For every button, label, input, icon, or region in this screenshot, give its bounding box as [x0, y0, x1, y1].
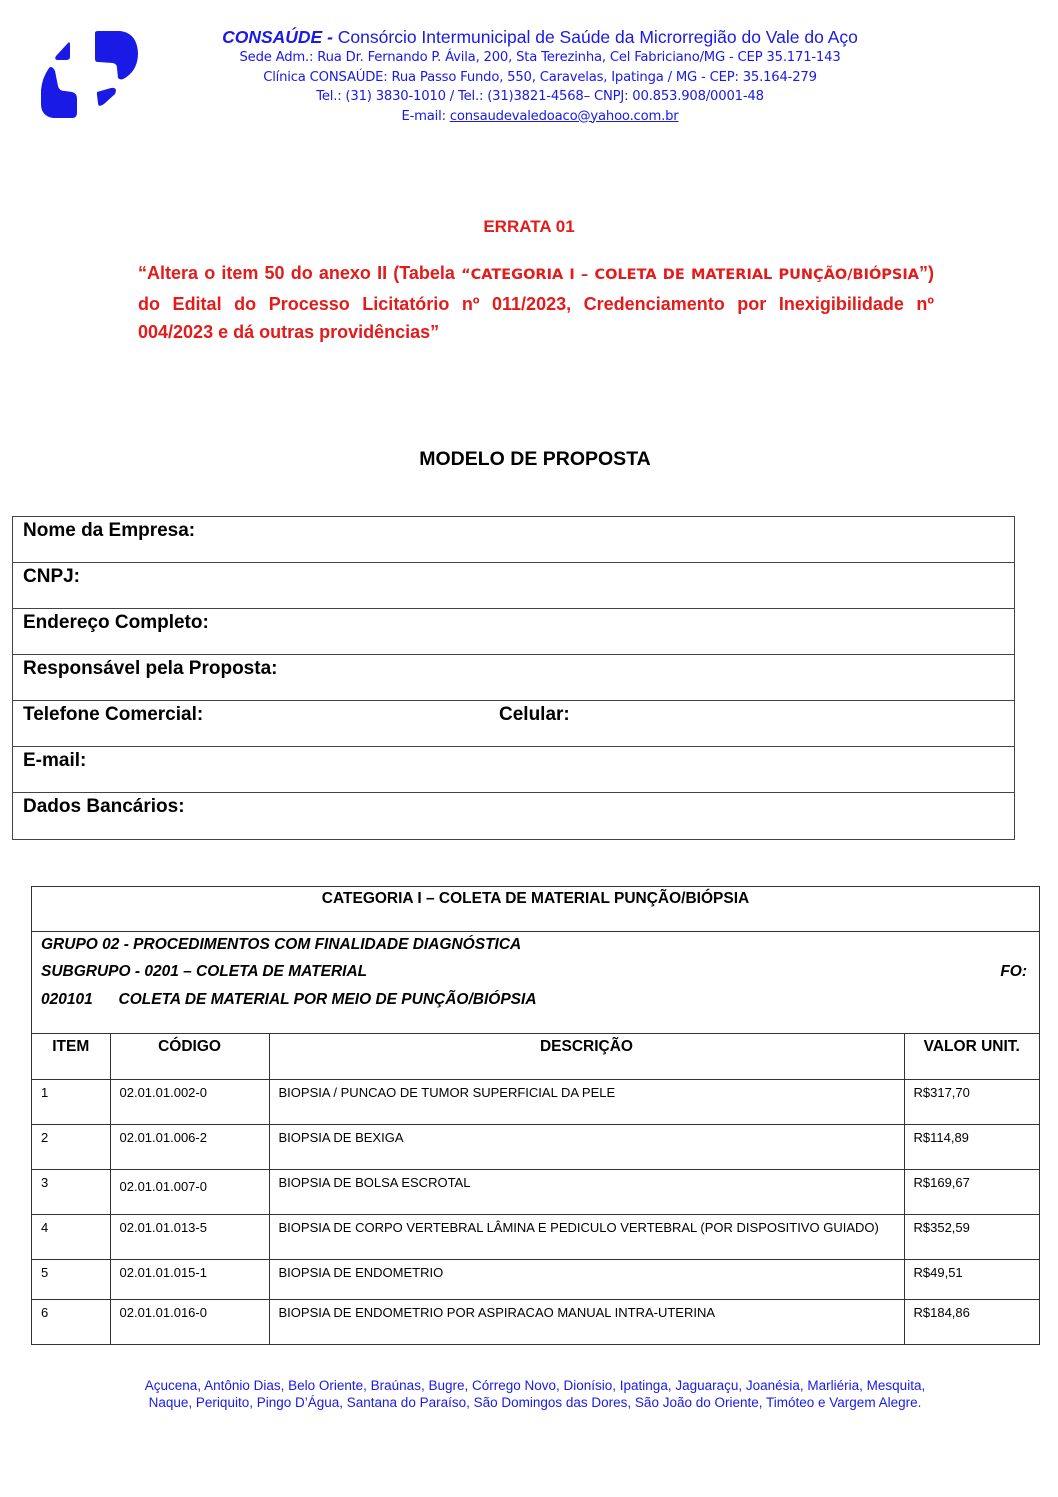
label-endereco: Endereço Completo:	[23, 612, 209, 633]
errata-title: ERRATA 01	[483, 217, 575, 236]
categoria-title: CATEGORIA I – COLETA DE MATERIAL PUNÇÃO/BIÓPSIA	[32, 887, 1039, 932]
cell-valor: R$352,59	[904, 1214, 1039, 1259]
cell-codigo: 02.01.01.007-0	[110, 1169, 269, 1214]
field-telefone-celular[interactable]	[13, 701, 1014, 747]
table-row	[32, 1214, 1039, 1259]
field-email[interactable]	[13, 747, 1014, 793]
cell-valor: R$184,86	[904, 1299, 1039, 1344]
cell-codigo: 02.01.01.002-0	[110, 1079, 269, 1124]
cell-item: 6	[32, 1299, 110, 1344]
email-label: E-mail:	[401, 108, 450, 124]
errata-text-part2: ”) do Edital do Processo Licitatório nº 011/2023, Credenciamento por Inexigibilidade nº 004/2023 e dá outras providências”	[138, 263, 934, 342]
field-nome-empresa[interactable]	[13, 517, 1014, 563]
grupo-info	[32, 932, 1039, 1034]
cell-descricao: BIOPSIA DE BEXIGA	[269, 1124, 904, 1169]
field-responsavel[interactable]	[13, 655, 1014, 701]
cell-item: 3	[32, 1169, 110, 1214]
errata-text-part1: “Altera o item 50 do anexo II (Tabela	[138, 263, 462, 283]
email-link[interactable]: consaudevaledoaco@yahoo.com.br	[449, 108, 679, 124]
field-endereco[interactable]	[13, 609, 1014, 655]
table-row	[32, 1124, 1039, 1169]
label-celular: Celular:	[499, 704, 570, 725]
cell-valor: R$317,70	[904, 1079, 1039, 1124]
fo-label: FO:	[1000, 963, 1027, 980]
cell-codigo: 02.01.01.015-1	[110, 1259, 269, 1299]
footer-line-2: Naque, Periquito, Pingo D’Água, Santana do Paraíso, São Domingos das Dores, São João do Oriente, Timóteo e Vargem Alegre.	[148, 1395, 922, 1410]
table-row	[32, 1079, 1039, 1124]
cell-descricao: BIOPSIA DE BOLSA ESCROTAL	[269, 1169, 904, 1214]
cell-valor: R$114,89	[904, 1124, 1039, 1169]
col-item: ITEM	[32, 1034, 110, 1079]
field-cnpj[interactable]	[13, 563, 1014, 609]
cell-codigo: 02.01.01.006-2	[110, 1124, 269, 1169]
label-telefone: Telefone Comercial:	[23, 704, 204, 725]
cell-descricao: BIOPSIA DE CORPO VERTEBRAL LÂMINA E PEDICULO VERTEBRAL (POR DISPOSITIVO GUIADO)	[269, 1214, 904, 1259]
forma-label: 020101 COLETA DE MATERIAL POR MEIO DE PUNÇÃO/BIÓPSIA	[41, 991, 537, 1008]
grupo-label: GRUPO 02 - PROCEDIMENTOS COM FINALIDADE DIAGNÓSTICA	[41, 936, 522, 953]
consaude-logo-icon	[35, 28, 140, 123]
footer-municipalities	[0, 1377, 1058, 1411]
org-title	[160, 26, 920, 48]
col-descricao: DESCRIÇÃO	[269, 1034, 904, 1079]
table-row	[32, 1259, 1039, 1299]
cell-descricao: BIOPSIA DE ENDOMETRIO	[269, 1259, 904, 1299]
errata-description	[138, 259, 934, 347]
cell-codigo: 02.01.01.013-5	[110, 1214, 269, 1259]
address-clinica: Clínica CONSAÚDE: Rua Passo Fundo, 550, Caravelas, Ipatinga / MG - CEP: 35.164-279	[263, 69, 817, 85]
label-dados-bancarios: Dados Bancários:	[23, 796, 185, 817]
subgrupo-label: SUBGRUPO - 0201 – COLETA DE MATERIAL	[41, 963, 368, 980]
address-sede: Sede Adm.: Rua Dr. Fernando P. Ávila, 200, Sta Terezinha, Cel Fabriciano/MG - CEP 35.171-143	[239, 50, 841, 65]
errata-text-table-name: “CATEGORIA I – COLETA DE MATERIAL PUNÇÃO/BIÓPSIA	[461, 267, 919, 283]
contact-email	[160, 107, 920, 127]
table-row	[32, 1169, 1039, 1214]
label-cnpj: CNPJ:	[23, 566, 81, 587]
cell-item: 5	[32, 1259, 110, 1299]
proposal-form	[12, 516, 1015, 840]
letterhead	[160, 26, 920, 126]
cell-codigo: 02.01.01.016-0	[110, 1299, 269, 1344]
org-full-name: Consórcio Intermunicipal de Saúde da Microrregião do Vale do Aço	[332, 27, 858, 47]
categoria-table	[31, 886, 1040, 1345]
cell-descricao: BIOPSIA / PUNCAO DE TUMOR SUPERFICIAL DA PELE	[269, 1079, 904, 1124]
cell-item: 4	[32, 1214, 110, 1259]
procedures-table	[32, 1034, 1039, 1344]
footer-line-1: Açucena, Antônio Dias, Belo Oriente, Braúnas, Bugre, Córrego Novo, Dionísio, Ipatinga, Jaguaraçu, Joanésia, Marliéria, Mesquita,	[144, 1378, 926, 1393]
cell-item: 1	[32, 1079, 110, 1124]
modelo-proposta-title: MODELO DE PROPOSTA	[419, 448, 651, 470]
label-responsavel: Responsável pela Proposta:	[23, 658, 278, 679]
label-nome-empresa: Nome da Empresa:	[23, 520, 196, 541]
label-email: E-mail:	[23, 750, 87, 771]
cell-descricao: BIOPSIA DE ENDOMETRIO POR ASPIRACAO MANUAL INTRA-UTERINA	[269, 1299, 904, 1344]
table-header-row	[32, 1034, 1039, 1079]
col-valor: VALOR UNIT.	[904, 1034, 1039, 1079]
contact-phones: Tel.: (31) 3830-1010 / Tel.: (31)3821-4568– CNPJ: 00.853.908/0001-48	[316, 89, 764, 104]
field-dados-bancarios[interactable]	[13, 793, 1014, 839]
org-short-name: CONSAÚDE -	[222, 27, 333, 47]
cell-item: 2	[32, 1124, 110, 1169]
cell-valor: R$49,51	[904, 1259, 1039, 1299]
col-codigo: CÓDIGO	[110, 1034, 269, 1079]
table-row	[32, 1299, 1039, 1344]
cell-valor: R$169,67	[904, 1169, 1039, 1214]
